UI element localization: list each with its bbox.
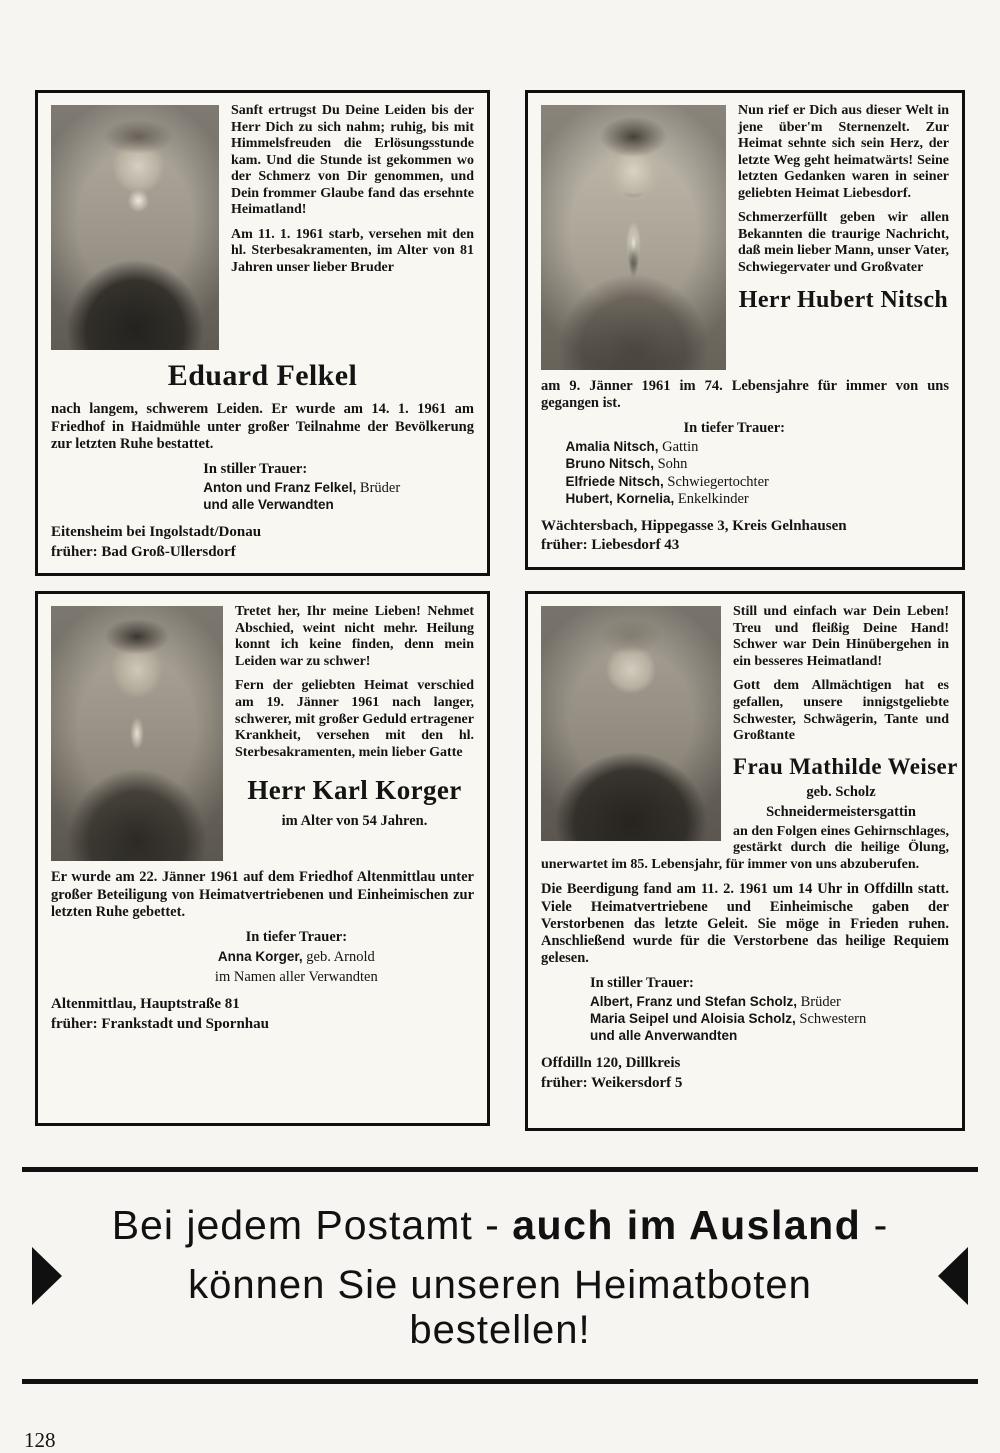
deceased-name: Eduard Felkel bbox=[167, 359, 358, 392]
former-home-line: früher: Frankstadt und Spornhau bbox=[51, 1015, 269, 1032]
memorial-verse: Still und einfach war Dein Leben! Treu und fleißig Deine Hand! Schwer war Dein Hinübergehen in ein besseres Heimatland! bbox=[733, 604, 949, 669]
mourning-block bbox=[565, 420, 949, 508]
address-line: Altenmittlau, Hauptstraße 81 bbox=[51, 996, 240, 1013]
address-line: Wächtersbach, Hippegasse 3, Kreis Gelnhausen bbox=[541, 517, 847, 534]
memorial-verse: Sanft ertrugst Du Deine Leiden bis der Herr Dich zu sich nahm; ruhig, bis mit Himmelsfreuden die Erlösungsstunde kam. Und die Stunde ist gekommen wo der Schmerz von Dir genommen, und Dein frommer Glaube fand das ersehnte Heimatland! bbox=[231, 103, 474, 218]
memorial-verse: Tretet her, Ihr meine Lieben! Nehmet Abschied, weint nicht mehr. Heilung konnt ich keine finden, denn mein Leiden war zu schwer! bbox=[235, 604, 474, 669]
mourner-line bbox=[203, 497, 474, 514]
obituary-weiser bbox=[525, 591, 965, 1131]
mourning-intro: In tiefer Trauer: bbox=[683, 420, 785, 437]
subscription-banner bbox=[22, 1167, 978, 1384]
former-home-line: früher: Liebesdorf 43 bbox=[541, 537, 680, 554]
death-announcement: Am 11. 1. 1961 starb, versehen mit den hl. Sterbesakramenten, im Alter von 81 Jahren unser lieber Bruder bbox=[231, 226, 474, 275]
mourner-line bbox=[565, 439, 949, 456]
mourner-name: Hubert, Kornelia, bbox=[565, 490, 675, 506]
mourner-relation: Schwiegertochter bbox=[667, 473, 769, 490]
mourner-relation: Sohn bbox=[657, 456, 688, 473]
address-line: Offdilln 120, Dillkreis bbox=[541, 1055, 681, 1072]
banner-line2: können Sie unseren Heimatboten bestellen! bbox=[188, 1263, 812, 1353]
mourning-intro: In tiefer Trauer: bbox=[245, 928, 348, 945]
mourner-name: Bruno Nitsch, bbox=[565, 456, 654, 472]
obituary-felkel bbox=[35, 90, 490, 576]
burial-info: Er wurde am 22. Jänner 1961 auf dem Friedhof Altenmittlau unter großer Beteiligung von Heimatvertriebenen und Einheimischen zur letzten Ruhe gebettet. bbox=[51, 869, 474, 920]
mourning-block bbox=[144, 929, 449, 986]
mourner-line bbox=[565, 474, 949, 491]
left-pointing-triangle-icon bbox=[938, 1247, 968, 1305]
burial-info: nach langem, schwerem Leiden. Er wurde am 14. 1. 1961 am Friedhof in Haidmühle unter großer Teilnahme der Bevölkerung zur letzten Ruhe bestattet. bbox=[51, 401, 474, 452]
mourner-relation: Brüder bbox=[800, 994, 841, 1011]
deceased-portrait-photo bbox=[51, 606, 223, 861]
banner-line1 bbox=[102, 1202, 898, 1249]
mourning-intro: In stiller Trauer: bbox=[203, 460, 308, 477]
memorial-verse: Nun rief er Dich aus dieser Welt in jene über'm Sternenzelt. Zur Heimat sehnte sich sein Herz, der letzte Weg geht heimatwärts! Seine letzten Gedanken waren in seiner geliebten Heimat Liebesdorf. bbox=[738, 103, 949, 201]
deceased-portrait-photo bbox=[541, 105, 726, 370]
death-announcement: Fern der geliebten Heimat verschied am 19. Jänner 1961 nach langer, schwerer, mit großer Geduld ertragener Krankheit, versehen mit den hl. Sterbesakramenten, mein lieber Gatte bbox=[235, 678, 474, 760]
obituary-korger bbox=[35, 591, 490, 1126]
mourner-relation: geb. Arnold bbox=[306, 948, 375, 965]
mourner-line bbox=[203, 480, 474, 497]
burial-info: am 9. Jänner 1961 im 74. Lebensjahre für immer von uns gegangen ist. bbox=[541, 378, 949, 412]
mourner-line bbox=[590, 1028, 949, 1045]
death-circumstances: an den Folgen eines Gehirnschlages, gestärkt durch die heilige Ölung, unerwartet im 85. Lebensjahr, für immer von uns abzuberufen. bbox=[541, 823, 949, 872]
mourner-line bbox=[590, 1011, 949, 1028]
mourner-line bbox=[590, 994, 949, 1011]
mourner-name: und alle Anverwandten bbox=[589, 1028, 738, 1044]
deceased-name: Frau Mathilde Weiser bbox=[733, 753, 958, 779]
address-line: Eitensheim bei Ingolstadt/Donau bbox=[51, 524, 262, 541]
deceased-portrait-photo bbox=[51, 105, 219, 350]
obituary-nitsch bbox=[525, 90, 965, 570]
occupation-line: Schneidermeistersgattin bbox=[766, 803, 916, 820]
mourner-relation: Enkelkinder bbox=[677, 490, 749, 507]
banner-text-regular: Bei jedem Postamt - bbox=[111, 1202, 513, 1249]
maiden-name-line: geb. Scholz bbox=[806, 783, 876, 800]
mourner-name: Albert, Franz und Stefan Scholz, bbox=[589, 994, 797, 1010]
mourning-block bbox=[203, 461, 474, 514]
banner-text-suffix: - bbox=[861, 1202, 889, 1249]
former-home-line: früher: Weikersdorf 5 bbox=[541, 1075, 683, 1092]
deceased-portrait-photo bbox=[541, 606, 721, 841]
deceased-age-line: im Alter von 54 Jahren. bbox=[281, 812, 428, 829]
mourner-relation: Brüder bbox=[359, 479, 401, 496]
mourning-block bbox=[590, 975, 949, 1045]
mourner-line bbox=[565, 456, 949, 473]
deceased-name: Herr Hubert Nitsch bbox=[738, 287, 949, 314]
page-number: 128 bbox=[24, 1428, 56, 1453]
mourner-relation: im Namen aller Verwandten bbox=[214, 968, 378, 985]
mourner-line bbox=[144, 969, 449, 986]
mourner-line bbox=[144, 949, 449, 966]
mourner-relation: Schwestern bbox=[799, 1011, 867, 1028]
mourner-name: Anna Korger, bbox=[217, 948, 303, 964]
mourner-line bbox=[565, 491, 949, 508]
death-announcement: Schmerzerfüllt geben wir allen Bekannten die traurige Nachricht, daß mein lieber Mann, unser Vater, Schwiegervater und Großvater bbox=[738, 210, 949, 275]
mourning-intro: In stiller Trauer: bbox=[589, 974, 694, 991]
right-pointing-triangle-icon bbox=[32, 1247, 62, 1305]
banner-text-bold: auch im Ausland bbox=[512, 1202, 862, 1249]
deceased-name: Herr Karl Korger bbox=[247, 775, 462, 806]
mourner-name: Maria Seipel und Aloisia Scholz, bbox=[589, 1011, 796, 1027]
burial-info: Die Beerdigung fand am 11. 2. 1961 um 14 Uhr in Offdilln statt. Viele Heimatvertriebene und Einheimische gaben der Verstorbenen das letzte Geleit. Sie möge in Frieden ruhen. Anschließend wurde für die Verstorbene das heilige Requiem gelesen. bbox=[541, 881, 949, 966]
death-announcement: Gott dem Allmächtigen hat es gefallen, unsere innigstgeliebte Schwester, Schwägerin, Tante und Großtante bbox=[733, 678, 949, 744]
mourner-name: Amalia Nitsch, bbox=[565, 439, 659, 455]
mourner-relation: Gattin bbox=[662, 439, 699, 456]
former-home-line: früher: Bad Groß-Ullersdorf bbox=[51, 543, 236, 560]
page-footer bbox=[24, 1428, 1000, 1453]
mourner-name: und alle Verwandten bbox=[203, 496, 334, 512]
mourner-name: Anton und Franz Felkel, bbox=[203, 479, 357, 495]
mourner-name: Elfriede Nitsch, bbox=[565, 473, 664, 489]
